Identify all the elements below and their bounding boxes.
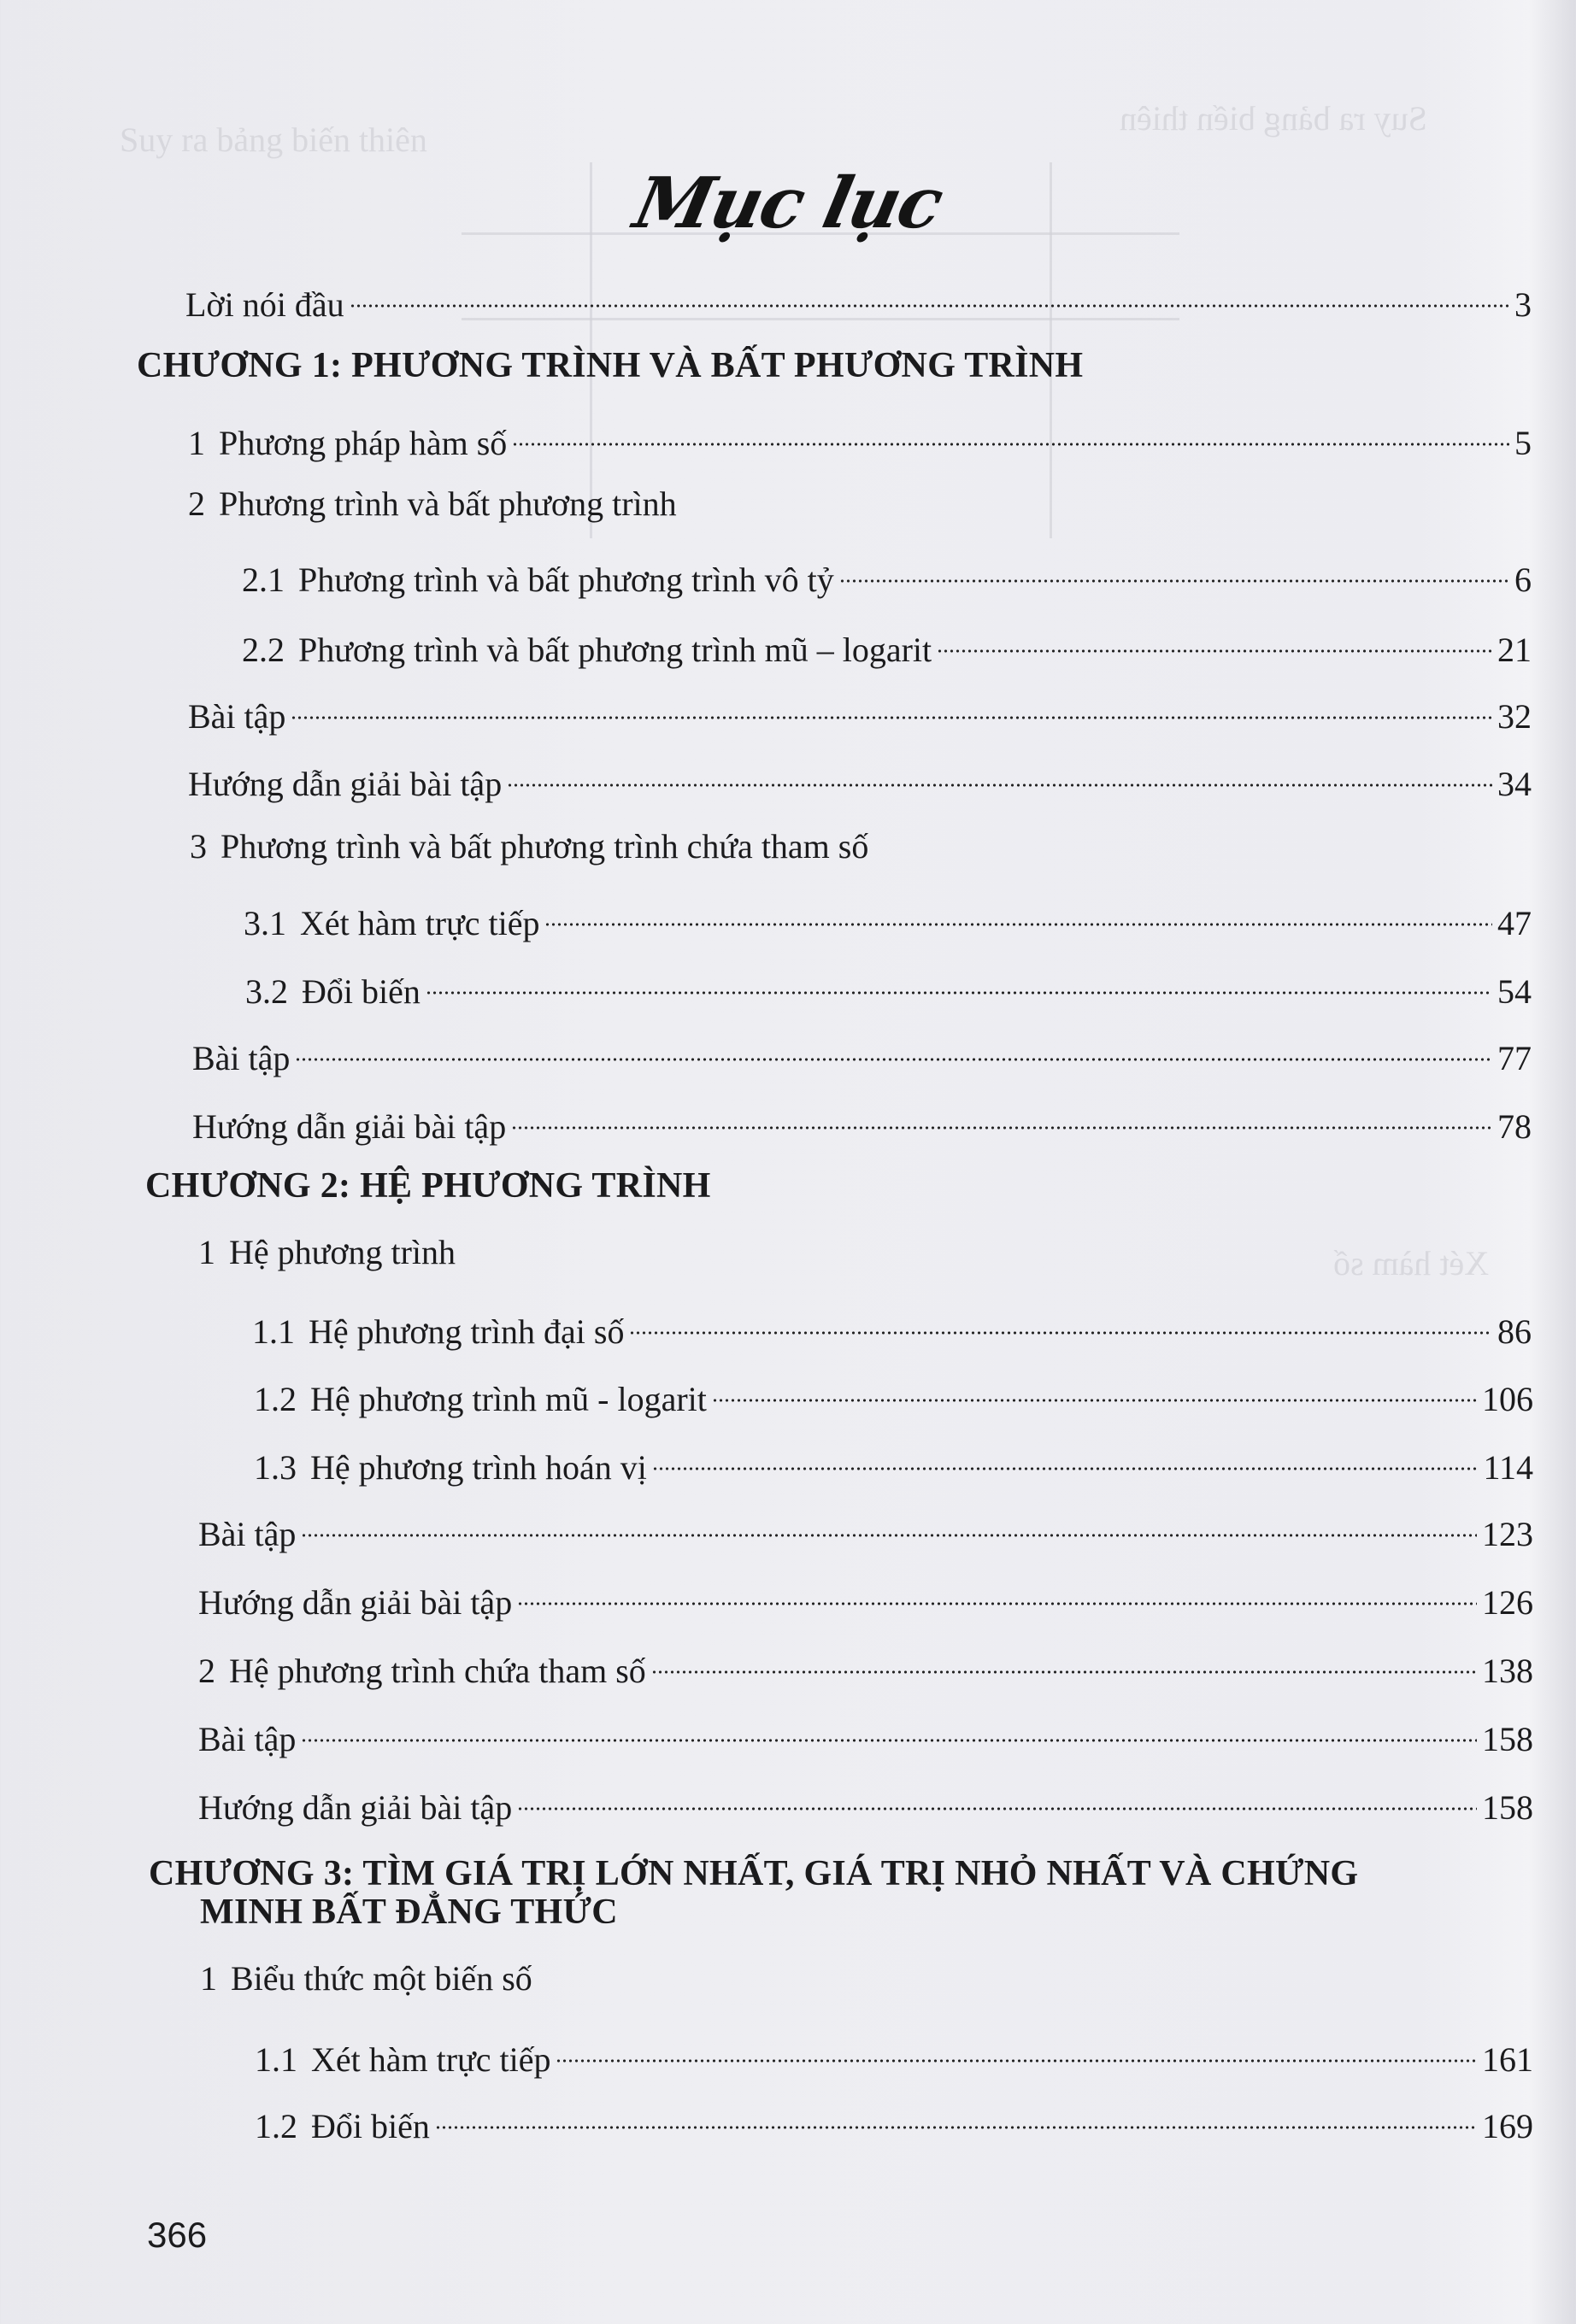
toc-entry[interactable] <box>242 550 1532 601</box>
page-title: Mục lục <box>627 162 949 244</box>
toc-entry-label: Hệ phương trình mũ - logarit <box>310 1380 707 1418</box>
toc-entry[interactable] <box>198 1710 1533 1760</box>
toc-entry-page: 169 <box>1482 2107 1533 2145</box>
toc-entry[interactable] <box>190 826 868 867</box>
dot-leader <box>301 1505 1477 1546</box>
toc-entry-number: 3 <box>190 827 207 866</box>
toc-entry[interactable] <box>188 414 1532 464</box>
chapter-heading[interactable]: CHƯƠNG 1: PHƯƠNG TRÌNH VÀ BẤT PHƯƠNG TRÌNH <box>137 346 1084 385</box>
toc-entry-number: 3.2 <box>245 972 288 1011</box>
toc-entry-preface[interactable] <box>185 275 1532 326</box>
dot-leader <box>839 550 1509 591</box>
dot-leader <box>556 2030 1477 2071</box>
dot-leader <box>350 275 1509 316</box>
toc-entry[interactable] <box>255 2097 1533 2147</box>
toc-entry[interactable] <box>255 2030 1533 2080</box>
toc-entry-page: 161 <box>1482 2040 1533 2079</box>
toc-entry[interactable] <box>198 1232 456 1273</box>
toc-entry-label: Bài tập <box>198 1720 297 1758</box>
dot-leader <box>517 1778 1477 1819</box>
toc-entry-page: 34 <box>1497 765 1532 803</box>
toc-entry-page: 78 <box>1497 1107 1532 1146</box>
toc-entry[interactable] <box>188 754 1532 805</box>
dot-leader <box>512 414 1509 455</box>
toc-entry-label: Phương trình và bất phương trình vô tỷ <box>298 560 834 599</box>
toc-entry[interactable] <box>245 962 1532 1012</box>
toc-entry[interactable] <box>254 1370 1533 1420</box>
dot-leader <box>652 1438 1479 1479</box>
toc-entry-page: 47 <box>1497 904 1532 942</box>
toc-entry[interactable] <box>252 1302 1532 1353</box>
toc-entry-page: 21 <box>1497 631 1532 669</box>
toc-entry-label: Phương trình và bất phương trình <box>219 484 677 523</box>
toc-entry-page: 86 <box>1497 1312 1532 1351</box>
toc-entry[interactable] <box>198 1778 1533 1828</box>
dot-leader <box>507 754 1492 795</box>
toc-entry-page: 106 <box>1482 1380 1533 1418</box>
toc-entry-label: Hệ phương trình hoán vị <box>310 1448 647 1487</box>
toc-entry-label: Hướng dẫn giải bài tập <box>188 765 503 803</box>
toc-entry[interactable] <box>192 1029 1532 1079</box>
toc-entry-number: 1 <box>188 424 205 462</box>
toc-entry-number: 1.2 <box>255 2107 297 2145</box>
toc-entry-label: Hệ phương trình chứa tham số <box>229 1652 646 1690</box>
dot-leader <box>544 894 1492 935</box>
toc-entry-number: 2 <box>188 484 205 523</box>
toc-entry-label: Hướng dẫn giải bài tập <box>192 1107 507 1146</box>
toc-entry-label: Hệ phương trình đại số <box>309 1312 625 1351</box>
toc-entry-label: Phương trình và bất phương trình chứa tham số <box>221 827 869 866</box>
toc-entry-label: Hệ phương trình <box>229 1233 456 1271</box>
chapter-heading[interactable]: CHƯƠNG 2: HỆ PHƯƠNG TRÌNH <box>145 1166 711 1206</box>
toc-entry-page: 32 <box>1497 697 1532 736</box>
toc-entry-page: 123 <box>1482 1515 1533 1553</box>
dot-leader <box>435 2097 1477 2138</box>
toc-entry-page: 3 <box>1514 285 1532 324</box>
toc-entry-number: 2 <box>198 1652 215 1690</box>
toc-entry[interactable] <box>192 1097 1532 1147</box>
toc-entry-label: Xét hàm trực tiếp <box>311 2040 551 2079</box>
toc-entry-label: Phương trình và bất phương trình mũ – logarit <box>298 631 932 669</box>
chapter-heading[interactable]: CHƯƠNG 3: TÌM GIÁ TRỊ LỚN NHẤT, GIÁ TRỊ NHỎ NHẤT VÀ CHỨNG <box>149 1854 1359 1893</box>
toc-entry[interactable] <box>198 1641 1533 1692</box>
dot-leader <box>937 620 1492 661</box>
toc-entry[interactable] <box>198 1573 1533 1623</box>
toc-entry[interactable] <box>198 1505 1533 1555</box>
toc-entry-label: Lời nói đầu <box>185 285 344 324</box>
toc-entry-page: 77 <box>1497 1039 1532 1077</box>
toc-entry-page: 5 <box>1514 424 1532 462</box>
show-through-text: Suy ra bảng biến thiên <box>120 120 427 159</box>
toc-entry-page: 54 <box>1497 972 1532 1011</box>
toc-entry-label: Hướng dẫn giải bài tập <box>198 1788 513 1827</box>
toc-entry-number: 1.1 <box>255 2040 297 2079</box>
toc-entry-label: Xét hàm trực tiếp <box>300 904 540 942</box>
toc-entry-number: 1.3 <box>254 1448 297 1487</box>
toc-entry-page: 6 <box>1514 560 1532 599</box>
dot-leader <box>712 1370 1477 1411</box>
toc-entry-number: 1.2 <box>254 1380 297 1418</box>
dot-leader <box>517 1573 1477 1614</box>
toc-entry[interactable] <box>244 894 1532 944</box>
toc-entry-label: Biểu thức một biến số <box>231 1959 532 1998</box>
dot-leader <box>426 962 1492 1003</box>
chapter-heading-continued: MINH BẤT ĐẲNG THỨC <box>200 1893 618 1932</box>
toc-entry-number: 2.1 <box>242 560 285 599</box>
dot-leader <box>651 1641 1477 1682</box>
toc-entry-page: 158 <box>1482 1788 1533 1827</box>
toc-entry-number: 1.1 <box>252 1312 295 1351</box>
toc-entry-number: 1 <box>198 1233 215 1271</box>
toc-entry-label: Bài tập <box>188 697 286 736</box>
toc-entry-page: 114 <box>1483 1448 1533 1487</box>
toc-entry-page: 138 <box>1482 1652 1533 1690</box>
page-number: 366 <box>147 2215 208 2255</box>
toc-entry[interactable] <box>254 1438 1533 1488</box>
toc-entry-label: Phương pháp hàm số <box>219 424 508 462</box>
toc-entry-page: 158 <box>1482 1720 1533 1758</box>
dot-leader <box>291 687 1492 728</box>
toc-entry-label: Hướng dẫn giải bài tập <box>198 1583 513 1622</box>
toc-entry-label: Bài tập <box>198 1515 297 1553</box>
toc-entry[interactable] <box>242 620 1532 671</box>
dot-leader <box>511 1097 1492 1138</box>
toc-entry-number: 2.2 <box>242 631 285 669</box>
dot-leader <box>301 1710 1477 1751</box>
toc-entry-label: Đổi biến <box>311 2107 430 2145</box>
toc-entry-page: 126 <box>1482 1583 1533 1622</box>
show-through-text: Xét hàm số <box>1333 1244 1490 1282</box>
toc-entry-label: Đổi biến <box>302 972 420 1011</box>
toc-entry[interactable] <box>188 484 677 525</box>
toc-entry-label: Bài tập <box>192 1039 291 1077</box>
toc-entry[interactable] <box>188 687 1532 737</box>
show-through-text: Suy ra bảng biến thiên <box>1120 99 1427 138</box>
toc-entry[interactable] <box>200 1958 532 1999</box>
dot-leader <box>295 1029 1492 1070</box>
dot-leader <box>629 1302 1492 1343</box>
toc-entry-number: 1 <box>200 1959 217 1998</box>
toc-entry-number: 3.1 <box>244 904 286 942</box>
